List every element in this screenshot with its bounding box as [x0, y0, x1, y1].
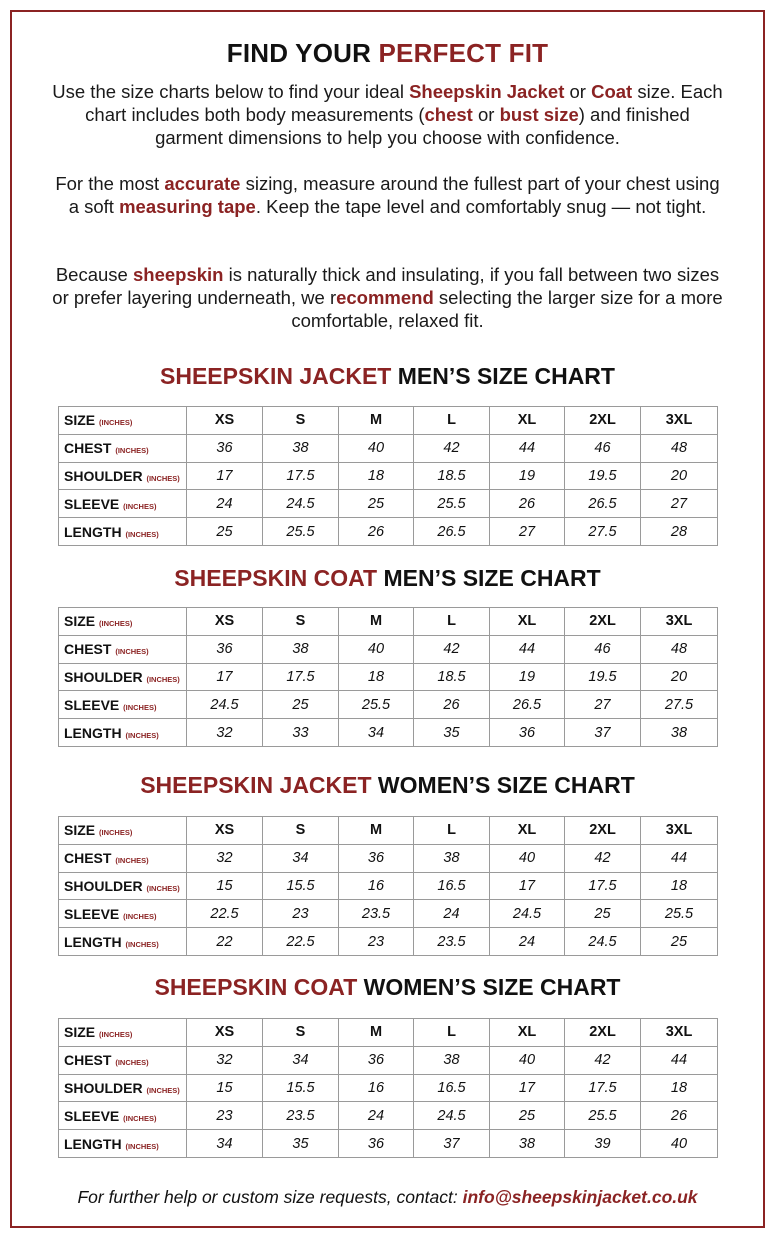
table-row — [59, 900, 718, 928]
size-header-cell: S — [263, 817, 339, 845]
table-row — [59, 928, 718, 956]
table-row — [59, 434, 718, 462]
table-header-row — [59, 608, 718, 636]
size-header-cell: XS — [187, 407, 263, 435]
table-cell: 17 — [490, 1074, 565, 1102]
row-label-text: SIZE — [64, 1024, 96, 1041]
table-cell: 24 — [414, 900, 490, 928]
paragraph-text: sizing, measure around the fullest part of your chest using a soft — [68, 173, 720, 217]
row-label-text: SHOULDER — [64, 877, 143, 894]
table-cell: 15.5 — [263, 872, 339, 900]
table-cell: 27.5 — [565, 518, 641, 546]
table-cell: 36 — [339, 844, 414, 872]
table-cell: 39 — [565, 1130, 641, 1158]
table-cell: 23 — [187, 1102, 263, 1130]
unit-label: (INCHES) — [115, 1058, 149, 1068]
row-label-text: SLEEVE — [64, 905, 120, 922]
table-row — [59, 462, 718, 490]
unit-label: (INCHES) — [146, 473, 180, 483]
table-cell: 42 — [414, 635, 490, 663]
table-cell: 25 — [490, 1102, 565, 1130]
row-label-text: CHEST — [64, 641, 112, 658]
table-cell: 40 — [339, 635, 414, 663]
unit-label: (INCHES) — [123, 501, 157, 511]
size-header-cell: S — [263, 407, 339, 435]
table-cell: 36 — [187, 434, 263, 462]
table-cell: 46 — [565, 635, 641, 663]
chart-title-highlight: SHEEPSKIN COAT — [154, 974, 358, 1000]
paragraph-text: For the most — [55, 173, 165, 194]
shoulder-row-label — [59, 1074, 187, 1102]
shoulder-row-label — [59, 663, 187, 691]
table-header-row — [59, 407, 718, 435]
size-row-label — [59, 608, 187, 636]
table-cell: 25 — [339, 490, 414, 518]
table-header-row — [59, 1019, 718, 1047]
table-cell: 22.5 — [187, 900, 263, 928]
table-cell: 25.5 — [263, 518, 339, 546]
table-cell: 32 — [187, 844, 263, 872]
sheepskin-coat-men-s-size-chart-title — [0, 564, 775, 592]
table-cell: 18 — [339, 663, 414, 691]
contact-email-link[interactable]: info@sheepskinjacket.co.uk — [462, 1187, 698, 1207]
table-cell: 16 — [339, 1074, 414, 1102]
table-cell: 16.5 — [414, 1074, 490, 1102]
size-row-label — [59, 407, 187, 435]
table-cell: 27 — [490, 518, 565, 546]
size-header-cell: 3XL — [641, 1019, 718, 1047]
table-cell: 24.5 — [414, 1102, 490, 1130]
highlight-text: Sheepskin Jacket — [409, 81, 565, 102]
size-header-cell: XS — [187, 608, 263, 636]
table-cell: 27.5 — [641, 691, 718, 719]
table-row — [59, 844, 718, 872]
table-cell: 17 — [490, 872, 565, 900]
table-cell: 20 — [641, 462, 718, 490]
table-cell: 37 — [414, 1130, 490, 1158]
table-cell: 34 — [263, 1046, 339, 1074]
table-cell: 19.5 — [565, 663, 641, 691]
table-cell: 38 — [414, 844, 490, 872]
table-row — [59, 663, 718, 691]
table-cell: 25.5 — [339, 691, 414, 719]
intro-paragraph — [50, 80, 725, 149]
highlight-text: Coat — [591, 81, 633, 102]
chart-title-rest: MEN’S SIZE CHART — [377, 565, 601, 591]
recommendation-paragraph — [50, 263, 725, 332]
size-header-cell: 3XL — [641, 407, 718, 435]
table-cell: 15 — [187, 872, 263, 900]
table-cell: 25 — [263, 691, 339, 719]
table-cell: 23.5 — [263, 1102, 339, 1130]
table-cell: 17.5 — [565, 1074, 641, 1102]
unit-label: (INCHES) — [99, 1030, 133, 1040]
table-cell: 23.5 — [339, 900, 414, 928]
size-header-cell: L — [414, 608, 490, 636]
table-cell: 15.5 — [263, 1074, 339, 1102]
table-cell: 25.5 — [641, 900, 718, 928]
size-header-cell: L — [414, 1019, 490, 1047]
paragraph-text: . Keep the tape level and comfortably snug — not tight. — [255, 196, 707, 217]
row-label-text: SHOULDER — [64, 668, 143, 685]
row-label-text: CHEST — [64, 1052, 112, 1069]
highlight-text: bust size — [499, 104, 579, 125]
table-cell: 32 — [187, 1046, 263, 1074]
table-cell: 19 — [490, 663, 565, 691]
table-cell: 24 — [490, 928, 565, 956]
table-cell: 18 — [641, 1074, 718, 1102]
table-row — [59, 518, 718, 546]
table-cell: 15 — [187, 1074, 263, 1102]
table-cell: 26 — [641, 1102, 718, 1130]
table-cell: 35 — [414, 719, 490, 747]
chart-title-rest: MEN’S SIZE CHART — [391, 363, 615, 389]
sleeve-row-label — [59, 1102, 187, 1130]
sheepskin-coat-women-s-size-chart-table — [58, 1018, 718, 1158]
size-header-cell: 2XL — [565, 407, 641, 435]
table-cell: 38 — [263, 635, 339, 663]
table-cell: 18 — [641, 872, 718, 900]
length-row-label — [59, 719, 187, 747]
table-cell: 46 — [565, 434, 641, 462]
table-row — [59, 872, 718, 900]
chart-title-highlight: SHEEPSKIN JACKET — [140, 772, 372, 798]
table-row — [59, 1046, 718, 1074]
table-cell: 26 — [414, 691, 490, 719]
row-label-text: SIZE — [64, 822, 96, 839]
table-cell: 26.5 — [490, 691, 565, 719]
chest-row-label — [59, 434, 187, 462]
table-header-row — [59, 817, 718, 845]
table-cell: 24.5 — [490, 900, 565, 928]
table-cell: 25.5 — [414, 490, 490, 518]
table-cell: 40 — [490, 844, 565, 872]
unit-label: (INCHES) — [123, 911, 157, 921]
row-label-text: CHEST — [64, 850, 112, 867]
table-cell: 48 — [641, 635, 718, 663]
table-cell: 44 — [641, 844, 718, 872]
table-cell: 38 — [263, 434, 339, 462]
row-label-text: SIZE — [64, 412, 96, 429]
table-cell: 25 — [641, 928, 718, 956]
table-cell: 19.5 — [565, 462, 641, 490]
table-cell: 48 — [641, 434, 718, 462]
table-cell: 20 — [641, 663, 718, 691]
table-cell: 27 — [565, 691, 641, 719]
table-cell: 36 — [187, 635, 263, 663]
table-cell: 18.5 — [414, 462, 490, 490]
paragraph-text: or — [564, 81, 592, 102]
table-cell: 19 — [490, 462, 565, 490]
footer-contact — [0, 1186, 775, 1208]
table-cell: 23 — [263, 900, 339, 928]
table-cell: 42 — [565, 844, 641, 872]
sleeve-row-label — [59, 490, 187, 518]
row-label-text: LENGTH — [64, 933, 122, 950]
size-header-cell: XS — [187, 1019, 263, 1047]
length-row-label — [59, 1130, 187, 1158]
size-header-cell: 2XL — [565, 817, 641, 845]
unit-label: (INCHES) — [115, 647, 149, 657]
unit-label: (INCHES) — [123, 702, 157, 712]
table-row — [59, 719, 718, 747]
sheepskin-jacket-men-s-size-chart-table — [58, 406, 718, 546]
unit-label: (INCHES) — [123, 1113, 157, 1123]
chest-row-label — [59, 844, 187, 872]
unit-label: (INCHES) — [146, 674, 180, 684]
table-cell: 44 — [490, 635, 565, 663]
size-header-cell: M — [339, 817, 414, 845]
row-label-text: SLEEVE — [64, 495, 120, 512]
size-header-cell: XL — [490, 608, 565, 636]
length-row-label — [59, 928, 187, 956]
unit-label: (INCHES) — [146, 1085, 180, 1095]
highlight-text: sheepskin — [132, 264, 224, 285]
shoulder-row-label — [59, 462, 187, 490]
table-cell: 34 — [187, 1130, 263, 1158]
size-row-label — [59, 1019, 187, 1047]
page-title — [0, 38, 775, 68]
size-header-cell: XL — [490, 407, 565, 435]
paragraph-text: size. Each chart includes both body measurements ( — [85, 81, 723, 125]
unit-label: (INCHES) — [125, 529, 159, 539]
row-label-text: SLEEVE — [64, 1107, 120, 1124]
size-header-cell: 3XL — [641, 817, 718, 845]
table-cell: 25.5 — [565, 1102, 641, 1130]
table-cell: 24.5 — [263, 490, 339, 518]
table-cell: 23.5 — [414, 928, 490, 956]
table-row — [59, 635, 718, 663]
table-cell: 24 — [339, 1102, 414, 1130]
table-cell: 40 — [490, 1046, 565, 1074]
table-cell: 36 — [490, 719, 565, 747]
row-label-text: LENGTH — [64, 523, 122, 540]
table-cell: 34 — [339, 719, 414, 747]
table-cell: 26 — [339, 518, 414, 546]
size-header-cell: XS — [187, 817, 263, 845]
table-cell: 44 — [490, 434, 565, 462]
table-cell: 26.5 — [414, 518, 490, 546]
table-cell: 34 — [263, 844, 339, 872]
table-cell: 22 — [187, 928, 263, 956]
size-header-cell: S — [263, 1019, 339, 1047]
size-header-cell: L — [414, 407, 490, 435]
table-cell: 32 — [187, 719, 263, 747]
table-row — [59, 1074, 718, 1102]
table-cell: 17 — [187, 663, 263, 691]
size-header-cell: 3XL — [641, 608, 718, 636]
chart-title-highlight: SHEEPSKIN JACKET — [160, 363, 392, 389]
unit-label: (INCHES) — [99, 828, 133, 838]
unit-label: (INCHES) — [115, 856, 149, 866]
table-row — [59, 490, 718, 518]
table-cell: 42 — [565, 1046, 641, 1074]
table-cell: 17.5 — [263, 663, 339, 691]
highlight-text: measuring tape — [119, 196, 256, 217]
sheepskin-jacket-men-s-size-chart-title — [0, 362, 775, 390]
size-header-cell: M — [339, 608, 414, 636]
unit-label: (INCHES) — [125, 1141, 159, 1151]
unit-label: (INCHES) — [146, 883, 180, 893]
unit-label: (INCHES) — [115, 446, 149, 456]
table-cell: 40 — [339, 434, 414, 462]
table-cell: 40 — [641, 1130, 718, 1158]
title-prefix: FIND YOUR — [226, 38, 379, 68]
size-header-cell: 2XL — [565, 1019, 641, 1047]
table-cell: 28 — [641, 518, 718, 546]
table-cell: 42 — [414, 434, 490, 462]
table-cell: 18 — [339, 462, 414, 490]
measuring-paragraph — [50, 172, 725, 218]
unit-label: (INCHES) — [99, 418, 133, 428]
size-header-cell: XL — [490, 1019, 565, 1047]
paragraph-text: ) and finished garment dimensions to help you choose with confidence. — [155, 104, 690, 148]
table-cell: 33 — [263, 719, 339, 747]
unit-label: (INCHES) — [125, 730, 159, 740]
row-label-text: LENGTH — [64, 724, 122, 741]
paragraph-text: Use the size charts below to find your ideal — [52, 81, 410, 102]
table-row — [59, 691, 718, 719]
table-cell: 26.5 — [565, 490, 641, 518]
sleeve-row-label — [59, 691, 187, 719]
row-label-text: SLEEVE — [64, 696, 120, 713]
size-header-cell: M — [339, 407, 414, 435]
chart-title-rest: WOMEN’S SIZE CHART — [357, 974, 621, 1000]
size-header-cell: 2XL — [565, 608, 641, 636]
table-cell: 35 — [263, 1130, 339, 1158]
row-label-text: SHOULDER — [64, 1079, 143, 1096]
title-highlight: PERFECT FIT — [378, 38, 549, 68]
table-cell: 17 — [187, 462, 263, 490]
sheepskin-jacket-women-s-size-chart-title — [0, 771, 775, 799]
shoulder-row-label — [59, 872, 187, 900]
table-cell: 37 — [565, 719, 641, 747]
row-label-text: SIZE — [64, 613, 96, 630]
table-cell: 17.5 — [565, 872, 641, 900]
table-cell: 36 — [339, 1046, 414, 1074]
paragraph-text: is naturally thick and insulating, if you fall between two sizes or prefer layering underneath, we r — [52, 264, 720, 308]
table-cell: 38 — [490, 1130, 565, 1158]
table-cell: 36 — [339, 1130, 414, 1158]
table-cell: 44 — [641, 1046, 718, 1074]
table-cell: 38 — [414, 1046, 490, 1074]
table-row — [59, 1102, 718, 1130]
sheepskin-coat-men-s-size-chart-table — [58, 607, 718, 747]
table-cell: 18.5 — [414, 663, 490, 691]
table-row — [59, 1130, 718, 1158]
chest-row-label — [59, 1046, 187, 1074]
size-header-cell: L — [414, 817, 490, 845]
size-header-cell: XL — [490, 817, 565, 845]
chart-title-rest: WOMEN’S SIZE CHART — [371, 772, 635, 798]
unit-label: (INCHES) — [125, 939, 159, 949]
table-cell: 26 — [490, 490, 565, 518]
sheepskin-jacket-women-s-size-chart-table — [58, 816, 718, 956]
table-cell: 38 — [641, 719, 718, 747]
paragraph-text: or — [472, 104, 500, 125]
row-label-text: SHOULDER — [64, 467, 143, 484]
size-header-cell: S — [263, 608, 339, 636]
table-cell: 24.5 — [187, 691, 263, 719]
length-row-label — [59, 518, 187, 546]
paragraph-text: selecting the larger size for a more comfortable, relaxed fit. — [291, 287, 723, 331]
row-label-text: CHEST — [64, 440, 112, 457]
paragraph-text: Because — [55, 264, 133, 285]
chest-row-label — [59, 635, 187, 663]
table-cell: 25 — [565, 900, 641, 928]
table-cell: 25 — [187, 518, 263, 546]
table-cell: 27 — [641, 490, 718, 518]
table-cell: 17.5 — [263, 462, 339, 490]
highlight-text: ecommend — [336, 287, 434, 308]
highlight-text: accurate — [164, 173, 241, 194]
size-header-cell: M — [339, 1019, 414, 1047]
table-cell: 16.5 — [414, 872, 490, 900]
table-cell: 24 — [187, 490, 263, 518]
table-cell: 22.5 — [263, 928, 339, 956]
table-cell: 16 — [339, 872, 414, 900]
sleeve-row-label — [59, 900, 187, 928]
sheepskin-coat-women-s-size-chart-title — [0, 973, 775, 1001]
chart-title-highlight: SHEEPSKIN COAT — [174, 565, 378, 591]
table-cell: 24.5 — [565, 928, 641, 956]
row-label-text: LENGTH — [64, 1135, 122, 1152]
highlight-text: chest — [424, 104, 473, 125]
unit-label: (INCHES) — [99, 619, 133, 629]
footer-text: For further help or custom size requests, contact: — [77, 1187, 463, 1207]
size-row-label — [59, 817, 187, 845]
table-cell: 23 — [339, 928, 414, 956]
